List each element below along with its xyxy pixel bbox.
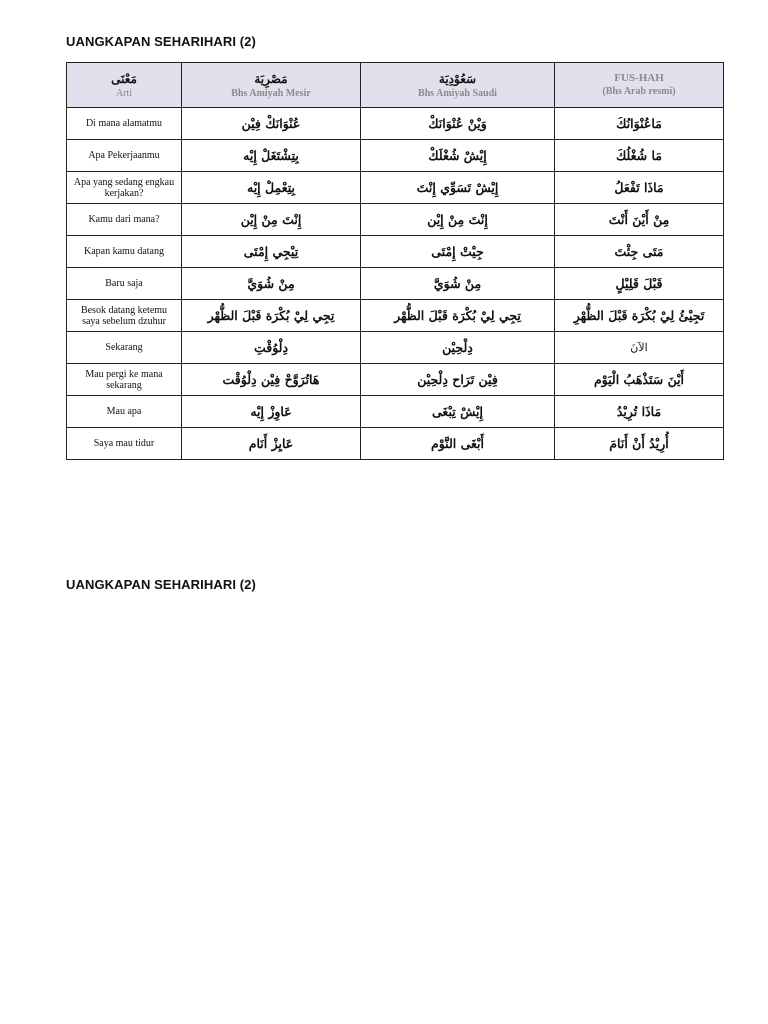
table-row	[67, 364, 724, 396]
header-arti	[67, 63, 182, 108]
cell-arti: Sekarang	[67, 332, 182, 364]
cell-saudi: إِيْشْ تِبْغَى	[361, 396, 555, 428]
header-fushah-label: FUS-HAH	[614, 72, 664, 84]
cell-fushah: مَاذَا تُرِيْدُ	[555, 396, 724, 428]
section-heading: UANGKAPAN SEHARIHARI (2)	[66, 34, 256, 49]
cell-saudi: أَبْغَى النَّوْم	[361, 428, 555, 460]
header-arti-arabic: مَعْنَى	[111, 71, 137, 86]
header-fushah	[555, 63, 724, 108]
cell-mesir: عُنْوَانَكْ فِيْن	[182, 108, 361, 140]
header-saudi-label: Bhs Amiyah Saudi	[418, 87, 497, 99]
cell-arti: Mau pergi ke mana sekarang	[67, 364, 182, 396]
cell-mesir: عَايِزْ أَنَام	[182, 428, 361, 460]
cell-saudi: مِنْ شُوَيَّ	[361, 268, 555, 300]
cell-mesir: تِيْجِي إِمْتَى	[182, 236, 361, 268]
cell-fushah: مَاذَا تَفْعَلُ	[555, 172, 724, 204]
cell-saudi: تِجِي لِيْ بُكْرَة قَبْلَ الظُّهْر	[361, 300, 555, 332]
cell-arti: Saya mau tidur	[67, 428, 182, 460]
header-mesir-arabic: مَصْرِيَة	[254, 71, 288, 86]
table-row	[67, 268, 724, 300]
cell-saudi: إِنْتَ مِنْ إِيْن	[361, 204, 555, 236]
cell-mesir: بِتِشْتَغَلْ إِيْه	[182, 140, 361, 172]
cell-fushah: مَتَى جِئْتَ	[555, 236, 724, 268]
header-fushah-sublabel: (Bhs Arab resmi)	[602, 86, 676, 97]
cell-arti: Di mana alamatmu	[67, 108, 182, 140]
section-heading: UANGKAPAN SEHARIHARI (2)	[66, 577, 256, 592]
table-header	[67, 63, 724, 108]
cell-fushah: تَجِيْئُ لِيْ بُكْرَة قَبْلَ الظُّهْرِ	[555, 300, 724, 332]
cell-saudi: إِيْشْ شُغْلَكْ	[361, 140, 555, 172]
header-saudi	[361, 63, 555, 108]
cell-fushah: أَيْنَ سَتَذْهَبُ الْيَوْم	[555, 364, 724, 396]
cell-mesir: تِجِي لِيْ بُكْرَة قَبْلَ الظُّهْر	[182, 300, 361, 332]
cell-arti: Kamu dari mana?	[67, 204, 182, 236]
cell-fushah: مِنْ أَيْنَ أَنْتَ	[555, 204, 724, 236]
cell-mesir: عَاوِزْ إِيْه	[182, 396, 361, 428]
header-mesir-label: Bhs Amiyah Mesir	[231, 87, 311, 99]
cell-mesir: دِلْوُقْتِ	[182, 332, 361, 364]
table-row	[67, 236, 724, 268]
cell-arti: Kapan kamu datang	[67, 236, 182, 268]
cell-arti: Apa Pekerjaanmu	[67, 140, 182, 172]
cell-saudi: جِيْتْ إِمْتَى	[361, 236, 555, 268]
cell-saudi: إِيْشْ تَسَوِّي إِنْتَ	[361, 172, 555, 204]
cell-arti: Mau apa	[67, 396, 182, 428]
cell-arti: Apa yang sedang engkau kerjakan?	[67, 172, 182, 204]
cell-fushah: قَبْلَ قَلِيْلٍ	[555, 268, 724, 300]
table-row	[67, 108, 724, 140]
cell-mesir: إِنْتَ مِنْ إِيْن	[182, 204, 361, 236]
table-row	[67, 428, 724, 460]
header-mesir	[182, 63, 361, 108]
vocabulary-table	[66, 62, 724, 460]
cell-saudi: وَيْنْ عُنْوَانَكْ	[361, 108, 555, 140]
cell-saudi: فِيْن تَرَاح دِلْحِيْن	[361, 364, 555, 396]
cell-fushah: مَاعُنْوَانُكَ	[555, 108, 724, 140]
table-row	[67, 172, 724, 204]
cell-arti: Baru saja	[67, 268, 182, 300]
header-arti-label: Arti	[115, 87, 133, 99]
cell-mesir: هَاتُرَوَّحْ فِيْن دِلْوُقْت	[182, 364, 361, 396]
cell-fushah: الآنَ	[555, 332, 724, 364]
table-row	[67, 396, 724, 428]
cell-fushah: أُرِيْدُ أَنْ أَنَامَ	[555, 428, 724, 460]
cell-mesir: بِتِعْمِلْ إِيْه	[182, 172, 361, 204]
table-row	[67, 204, 724, 236]
table-row	[67, 332, 724, 364]
table-body	[67, 108, 724, 460]
cell-fushah: مَا شُغْلُكَ	[555, 140, 724, 172]
cell-arti: Besok datang ketemu saya sebelum dzuhur	[67, 300, 182, 332]
cell-mesir: مِنْ شُوَيَّ	[182, 268, 361, 300]
table-row	[67, 300, 724, 332]
header-saudi-arabic: سَعُوْدِيَة	[438, 71, 477, 86]
table-row	[67, 140, 724, 172]
cell-saudi: دِلْحِيْن	[361, 332, 555, 364]
